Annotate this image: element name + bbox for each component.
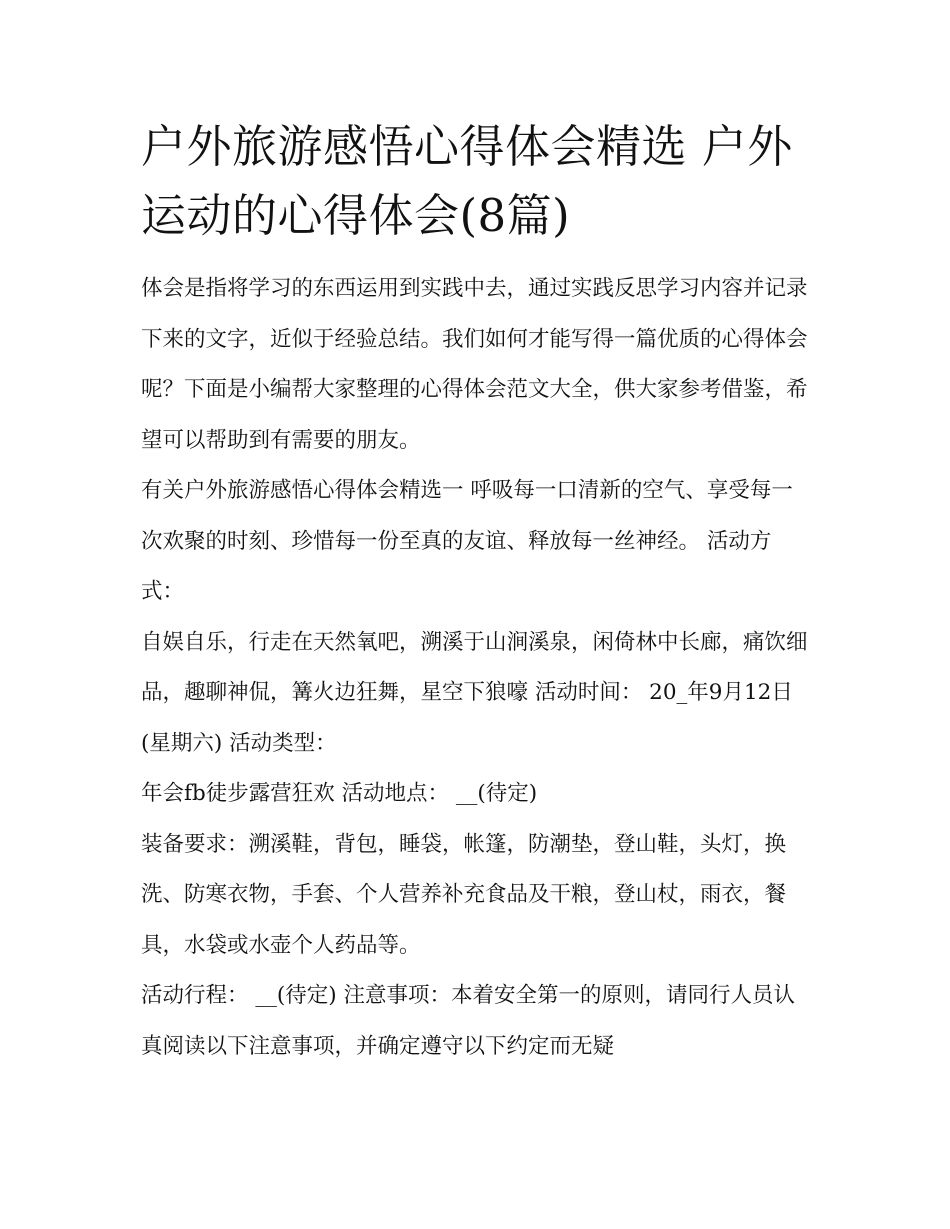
paragraph-intro: 体会是指将学习的东西运用到实践中去，通过实践反思学习内容并记录下来的文字，近似于经验总结。我们如何才能写得一篇优质的心得体会呢？下面是小编帮大家整理的心得体会范文大全，供大家参考借鉴，希望可以帮助到有需要的朋友。 [141,276,808,453]
document-title: 户外旅游感悟心得体会精选 户外运动的心得体会(8篇) [141,120,793,242]
document-body [141,112,813,1072]
paragraph-section-one: 有关户外旅游感悟心得体会精选一 呼吸每一口清新的空气、享受每一次欢聚的时刻、珍惜每一份至真的友谊、释放每一丝神经。 活动方式： [141,478,793,604]
paragraph-activity-type: 年会fb徒步露营狂欢 活动地点： __(待定) [141,781,538,806]
paragraph-activity-method: 自娱自乐，行走在天然氧吧，溯溪于山涧溪泉，闲倚林中长廊，痛饮细品，趣聊神侃，篝火边狂舞，星空下狼嚎 活动时间： 20_年9月12日(星期六) 活动类型： [141,629,808,756]
paragraph-itinerary: 活动行程： __(待定) 注意事项：本着安全第一的原则，请同行人员认真阅读以下注意事项，并确定遵守以下约定而无疑 [141,983,795,1059]
paragraph-equipment: 装备要求：溯溪鞋，背包，睡袋，帐篷，防潮垫，登山鞋，头灯，换洗、防寒衣物，手套、个人营养补充食品及干粮，登山杖，雨衣，餐具，水袋或水壶个人药品等。 [141,831,787,958]
